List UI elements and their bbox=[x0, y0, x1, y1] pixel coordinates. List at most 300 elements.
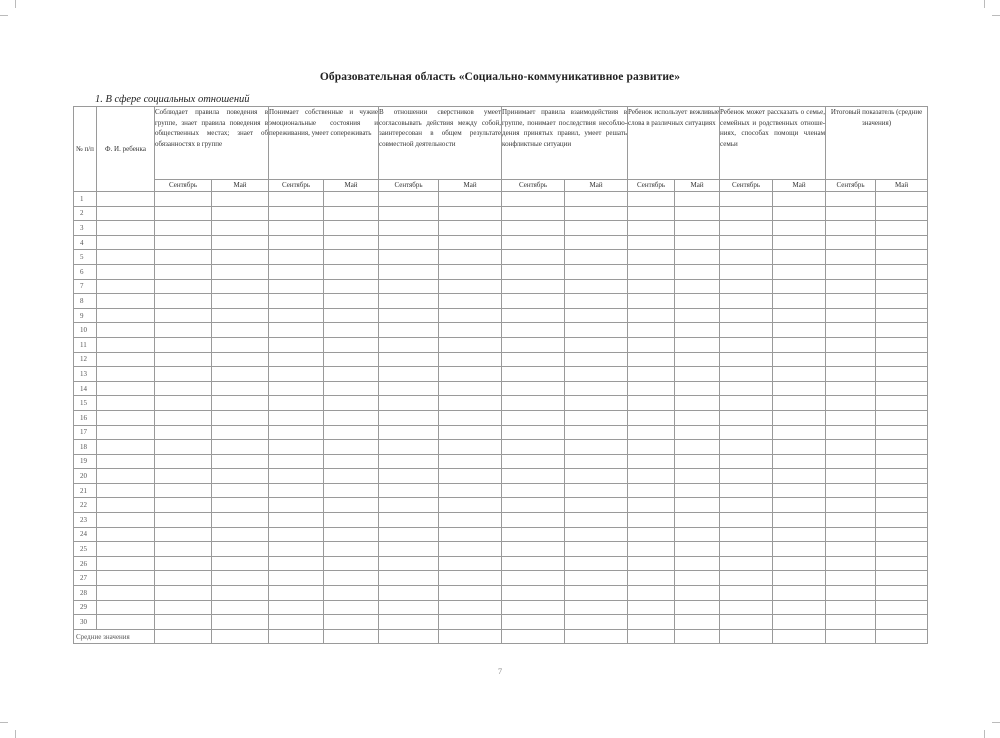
score-cell[interactable] bbox=[155, 352, 212, 367]
score-cell[interactable] bbox=[876, 250, 928, 265]
score-cell[interactable] bbox=[269, 323, 324, 338]
child-name-cell[interactable] bbox=[97, 381, 155, 396]
score-cell[interactable] bbox=[826, 600, 876, 615]
score-cell[interactable] bbox=[212, 352, 269, 367]
score-cell[interactable] bbox=[720, 396, 773, 411]
score-cell[interactable] bbox=[269, 410, 324, 425]
score-cell[interactable] bbox=[876, 352, 928, 367]
score-cell[interactable] bbox=[720, 440, 773, 455]
score-cell[interactable] bbox=[675, 323, 720, 338]
score-cell[interactable] bbox=[826, 192, 876, 207]
score-cell[interactable] bbox=[324, 556, 379, 571]
score-cell[interactable] bbox=[502, 600, 565, 615]
score-cell[interactable] bbox=[439, 396, 502, 411]
score-cell[interactable] bbox=[324, 381, 379, 396]
score-cell[interactable] bbox=[212, 469, 269, 484]
score-cell[interactable] bbox=[324, 586, 379, 601]
score-cell[interactable] bbox=[212, 454, 269, 469]
score-cell[interactable] bbox=[155, 454, 212, 469]
score-cell[interactable] bbox=[876, 279, 928, 294]
average-cell[interactable] bbox=[439, 629, 502, 644]
score-cell[interactable] bbox=[773, 440, 826, 455]
score-cell[interactable] bbox=[324, 192, 379, 207]
score-cell[interactable] bbox=[324, 323, 379, 338]
score-cell[interactable] bbox=[826, 381, 876, 396]
child-name-cell[interactable] bbox=[97, 483, 155, 498]
score-cell[interactable] bbox=[675, 527, 720, 542]
score-cell[interactable] bbox=[269, 454, 324, 469]
score-cell[interactable] bbox=[379, 279, 439, 294]
score-cell[interactable] bbox=[773, 323, 826, 338]
score-cell[interactable] bbox=[720, 235, 773, 250]
score-cell[interactable] bbox=[628, 279, 675, 294]
score-cell[interactable] bbox=[876, 454, 928, 469]
score-cell[interactable] bbox=[212, 367, 269, 382]
score-cell[interactable] bbox=[773, 571, 826, 586]
score-cell[interactable] bbox=[439, 410, 502, 425]
score-cell[interactable] bbox=[324, 352, 379, 367]
score-cell[interactable] bbox=[324, 410, 379, 425]
score-cell[interactable] bbox=[773, 396, 826, 411]
score-cell[interactable] bbox=[155, 556, 212, 571]
child-name-cell[interactable] bbox=[97, 454, 155, 469]
score-cell[interactable] bbox=[155, 586, 212, 601]
score-cell[interactable] bbox=[876, 308, 928, 323]
average-cell[interactable] bbox=[324, 629, 379, 644]
score-cell[interactable] bbox=[876, 600, 928, 615]
score-cell[interactable] bbox=[439, 235, 502, 250]
child-name-cell[interactable] bbox=[97, 352, 155, 367]
child-name-cell[interactable] bbox=[97, 337, 155, 352]
score-cell[interactable] bbox=[439, 192, 502, 207]
score-cell[interactable] bbox=[628, 396, 675, 411]
score-cell[interactable] bbox=[720, 600, 773, 615]
score-cell[interactable] bbox=[773, 483, 826, 498]
score-cell[interactable] bbox=[826, 527, 876, 542]
child-name-cell[interactable] bbox=[97, 308, 155, 323]
score-cell[interactable] bbox=[155, 600, 212, 615]
score-cell[interactable] bbox=[773, 206, 826, 221]
score-cell[interactable] bbox=[379, 308, 439, 323]
score-cell[interactable] bbox=[379, 367, 439, 382]
score-cell[interactable] bbox=[379, 250, 439, 265]
score-cell[interactable] bbox=[826, 469, 876, 484]
score-cell[interactable] bbox=[502, 425, 565, 440]
score-cell[interactable] bbox=[876, 294, 928, 309]
score-cell[interactable] bbox=[269, 469, 324, 484]
score-cell[interactable] bbox=[502, 206, 565, 221]
score-cell[interactable] bbox=[876, 615, 928, 630]
average-cell[interactable] bbox=[565, 629, 628, 644]
score-cell[interactable] bbox=[212, 542, 269, 557]
score-cell[interactable] bbox=[876, 527, 928, 542]
score-cell[interactable] bbox=[628, 192, 675, 207]
score-cell[interactable] bbox=[628, 367, 675, 382]
score-cell[interactable] bbox=[876, 425, 928, 440]
score-cell[interactable] bbox=[720, 206, 773, 221]
score-cell[interactable] bbox=[155, 221, 212, 236]
score-cell[interactable] bbox=[439, 381, 502, 396]
score-cell[interactable] bbox=[628, 454, 675, 469]
score-cell[interactable] bbox=[720, 308, 773, 323]
score-cell[interactable] bbox=[565, 600, 628, 615]
score-cell[interactable] bbox=[675, 279, 720, 294]
score-cell[interactable] bbox=[324, 367, 379, 382]
score-cell[interactable] bbox=[269, 250, 324, 265]
score-cell[interactable] bbox=[324, 542, 379, 557]
score-cell[interactable] bbox=[212, 192, 269, 207]
score-cell[interactable] bbox=[675, 615, 720, 630]
score-cell[interactable] bbox=[826, 454, 876, 469]
score-cell[interactable] bbox=[675, 498, 720, 513]
score-cell[interactable] bbox=[324, 454, 379, 469]
score-cell[interactable] bbox=[628, 206, 675, 221]
score-cell[interactable] bbox=[269, 556, 324, 571]
score-cell[interactable] bbox=[675, 294, 720, 309]
score-cell[interactable] bbox=[628, 440, 675, 455]
score-cell[interactable] bbox=[675, 396, 720, 411]
score-cell[interactable] bbox=[720, 264, 773, 279]
score-cell[interactable] bbox=[720, 615, 773, 630]
average-cell[interactable] bbox=[155, 629, 212, 644]
score-cell[interactable] bbox=[269, 308, 324, 323]
score-cell[interactable] bbox=[212, 513, 269, 528]
score-cell[interactable] bbox=[628, 483, 675, 498]
score-cell[interactable] bbox=[720, 352, 773, 367]
score-cell[interactable] bbox=[269, 235, 324, 250]
score-cell[interactable] bbox=[212, 425, 269, 440]
score-cell[interactable] bbox=[324, 279, 379, 294]
score-cell[interactable] bbox=[269, 221, 324, 236]
score-cell[interactable] bbox=[212, 483, 269, 498]
score-cell[interactable] bbox=[720, 221, 773, 236]
score-cell[interactable] bbox=[876, 264, 928, 279]
score-cell[interactable] bbox=[628, 600, 675, 615]
score-cell[interactable] bbox=[502, 469, 565, 484]
score-cell[interactable] bbox=[826, 483, 876, 498]
score-cell[interactable] bbox=[155, 250, 212, 265]
score-cell[interactable] bbox=[155, 279, 212, 294]
score-cell[interactable] bbox=[773, 556, 826, 571]
score-cell[interactable] bbox=[675, 221, 720, 236]
score-cell[interactable] bbox=[876, 337, 928, 352]
score-cell[interactable] bbox=[565, 352, 628, 367]
score-cell[interactable] bbox=[773, 279, 826, 294]
score-cell[interactable] bbox=[675, 425, 720, 440]
score-cell[interactable] bbox=[155, 308, 212, 323]
score-cell[interactable] bbox=[212, 571, 269, 586]
score-cell[interactable] bbox=[675, 352, 720, 367]
score-cell[interactable] bbox=[720, 381, 773, 396]
score-cell[interactable] bbox=[324, 600, 379, 615]
score-cell[interactable] bbox=[628, 615, 675, 630]
score-cell[interactable] bbox=[269, 586, 324, 601]
score-cell[interactable] bbox=[155, 294, 212, 309]
score-cell[interactable] bbox=[565, 542, 628, 557]
score-cell[interactable] bbox=[720, 498, 773, 513]
score-cell[interactable] bbox=[155, 323, 212, 338]
score-cell[interactable] bbox=[379, 483, 439, 498]
average-cell[interactable] bbox=[773, 629, 826, 644]
score-cell[interactable] bbox=[720, 279, 773, 294]
score-cell[interactable] bbox=[565, 425, 628, 440]
score-cell[interactable] bbox=[502, 323, 565, 338]
score-cell[interactable] bbox=[324, 235, 379, 250]
score-cell[interactable] bbox=[269, 367, 324, 382]
score-cell[interactable] bbox=[324, 396, 379, 411]
score-cell[interactable] bbox=[269, 206, 324, 221]
score-cell[interactable] bbox=[212, 221, 269, 236]
score-cell[interactable] bbox=[675, 367, 720, 382]
score-cell[interactable] bbox=[379, 323, 439, 338]
score-cell[interactable] bbox=[628, 556, 675, 571]
score-cell[interactable] bbox=[826, 367, 876, 382]
score-cell[interactable] bbox=[324, 250, 379, 265]
score-cell[interactable] bbox=[565, 454, 628, 469]
score-cell[interactable] bbox=[379, 440, 439, 455]
score-cell[interactable] bbox=[379, 264, 439, 279]
score-cell[interactable] bbox=[324, 615, 379, 630]
score-cell[interactable] bbox=[826, 542, 876, 557]
score-cell[interactable] bbox=[675, 192, 720, 207]
score-cell[interactable] bbox=[826, 206, 876, 221]
score-cell[interactable] bbox=[773, 527, 826, 542]
score-cell[interactable] bbox=[155, 527, 212, 542]
score-cell[interactable] bbox=[720, 542, 773, 557]
score-cell[interactable] bbox=[876, 323, 928, 338]
score-cell[interactable] bbox=[269, 337, 324, 352]
score-cell[interactable] bbox=[212, 279, 269, 294]
score-cell[interactable] bbox=[212, 323, 269, 338]
score-cell[interactable] bbox=[324, 571, 379, 586]
score-cell[interactable] bbox=[379, 221, 439, 236]
score-cell[interactable] bbox=[269, 294, 324, 309]
score-cell[interactable] bbox=[876, 367, 928, 382]
score-cell[interactable] bbox=[212, 308, 269, 323]
score-cell[interactable] bbox=[379, 206, 439, 221]
score-cell[interactable] bbox=[269, 352, 324, 367]
score-cell[interactable] bbox=[826, 264, 876, 279]
score-cell[interactable] bbox=[675, 206, 720, 221]
score-cell[interactable] bbox=[773, 381, 826, 396]
score-cell[interactable] bbox=[773, 498, 826, 513]
score-cell[interactable] bbox=[379, 396, 439, 411]
score-cell[interactable] bbox=[826, 440, 876, 455]
score-cell[interactable] bbox=[628, 498, 675, 513]
score-cell[interactable] bbox=[379, 192, 439, 207]
score-cell[interactable] bbox=[628, 294, 675, 309]
score-cell[interactable] bbox=[876, 513, 928, 528]
score-cell[interactable] bbox=[502, 527, 565, 542]
score-cell[interactable] bbox=[324, 498, 379, 513]
score-cell[interactable] bbox=[826, 513, 876, 528]
score-cell[interactable] bbox=[502, 454, 565, 469]
score-cell[interactable] bbox=[324, 513, 379, 528]
score-cell[interactable] bbox=[773, 410, 826, 425]
score-cell[interactable] bbox=[826, 235, 876, 250]
score-cell[interactable] bbox=[269, 396, 324, 411]
score-cell[interactable] bbox=[628, 235, 675, 250]
score-cell[interactable] bbox=[324, 483, 379, 498]
score-cell[interactable] bbox=[379, 469, 439, 484]
score-cell[interactable] bbox=[439, 469, 502, 484]
score-cell[interactable] bbox=[439, 279, 502, 294]
score-cell[interactable] bbox=[773, 337, 826, 352]
score-cell[interactable] bbox=[379, 600, 439, 615]
score-cell[interactable] bbox=[439, 571, 502, 586]
score-cell[interactable] bbox=[379, 556, 439, 571]
score-cell[interactable] bbox=[628, 264, 675, 279]
score-cell[interactable] bbox=[155, 206, 212, 221]
score-cell[interactable] bbox=[720, 250, 773, 265]
average-cell[interactable] bbox=[826, 629, 876, 644]
score-cell[interactable] bbox=[439, 615, 502, 630]
score-cell[interactable] bbox=[826, 425, 876, 440]
score-cell[interactable] bbox=[876, 192, 928, 207]
score-cell[interactable] bbox=[439, 483, 502, 498]
score-cell[interactable] bbox=[439, 294, 502, 309]
score-cell[interactable] bbox=[155, 425, 212, 440]
score-cell[interactable] bbox=[155, 498, 212, 513]
score-cell[interactable] bbox=[675, 571, 720, 586]
score-cell[interactable] bbox=[773, 192, 826, 207]
score-cell[interactable] bbox=[565, 206, 628, 221]
score-cell[interactable] bbox=[628, 586, 675, 601]
score-cell[interactable] bbox=[502, 571, 565, 586]
score-cell[interactable] bbox=[675, 542, 720, 557]
score-cell[interactable] bbox=[876, 469, 928, 484]
score-cell[interactable] bbox=[628, 410, 675, 425]
score-cell[interactable] bbox=[720, 513, 773, 528]
score-cell[interactable] bbox=[565, 513, 628, 528]
score-cell[interactable] bbox=[876, 235, 928, 250]
score-cell[interactable] bbox=[628, 221, 675, 236]
score-cell[interactable] bbox=[720, 527, 773, 542]
score-cell[interactable] bbox=[269, 527, 324, 542]
child-name-cell[interactable] bbox=[97, 527, 155, 542]
score-cell[interactable] bbox=[565, 556, 628, 571]
score-cell[interactable] bbox=[675, 586, 720, 601]
score-cell[interactable] bbox=[628, 352, 675, 367]
score-cell[interactable] bbox=[324, 294, 379, 309]
score-cell[interactable] bbox=[502, 381, 565, 396]
score-cell[interactable] bbox=[773, 308, 826, 323]
child-name-cell[interactable] bbox=[97, 586, 155, 601]
score-cell[interactable] bbox=[155, 410, 212, 425]
score-cell[interactable] bbox=[212, 294, 269, 309]
score-cell[interactable] bbox=[502, 352, 565, 367]
score-cell[interactable] bbox=[269, 542, 324, 557]
score-cell[interactable] bbox=[502, 513, 565, 528]
score-cell[interactable] bbox=[565, 440, 628, 455]
score-cell[interactable] bbox=[269, 513, 324, 528]
child-name-cell[interactable] bbox=[97, 469, 155, 484]
score-cell[interactable] bbox=[876, 498, 928, 513]
score-cell[interactable] bbox=[826, 294, 876, 309]
child-name-cell[interactable] bbox=[97, 600, 155, 615]
score-cell[interactable] bbox=[773, 352, 826, 367]
child-name-cell[interactable] bbox=[97, 410, 155, 425]
score-cell[interactable] bbox=[502, 396, 565, 411]
score-cell[interactable] bbox=[439, 323, 502, 338]
score-cell[interactable] bbox=[675, 600, 720, 615]
score-cell[interactable] bbox=[675, 410, 720, 425]
score-cell[interactable] bbox=[565, 221, 628, 236]
child-name-cell[interactable] bbox=[97, 615, 155, 630]
child-name-cell[interactable] bbox=[97, 264, 155, 279]
score-cell[interactable] bbox=[628, 337, 675, 352]
score-cell[interactable] bbox=[628, 323, 675, 338]
score-cell[interactable] bbox=[379, 586, 439, 601]
score-cell[interactable] bbox=[876, 542, 928, 557]
score-cell[interactable] bbox=[155, 396, 212, 411]
child-name-cell[interactable] bbox=[97, 367, 155, 382]
score-cell[interactable] bbox=[565, 323, 628, 338]
child-name-cell[interactable] bbox=[97, 513, 155, 528]
score-cell[interactable] bbox=[826, 221, 876, 236]
score-cell[interactable] bbox=[502, 367, 565, 382]
score-cell[interactable] bbox=[502, 192, 565, 207]
score-cell[interactable] bbox=[155, 615, 212, 630]
score-cell[interactable] bbox=[675, 556, 720, 571]
score-cell[interactable] bbox=[502, 235, 565, 250]
score-cell[interactable] bbox=[565, 294, 628, 309]
score-cell[interactable] bbox=[502, 586, 565, 601]
score-cell[interactable] bbox=[155, 264, 212, 279]
average-cell[interactable] bbox=[675, 629, 720, 644]
average-cell[interactable] bbox=[502, 629, 565, 644]
child-name-cell[interactable] bbox=[97, 235, 155, 250]
score-cell[interactable] bbox=[628, 513, 675, 528]
score-cell[interactable] bbox=[565, 396, 628, 411]
score-cell[interactable] bbox=[439, 367, 502, 382]
score-cell[interactable] bbox=[720, 410, 773, 425]
score-cell[interactable] bbox=[773, 221, 826, 236]
score-cell[interactable] bbox=[720, 483, 773, 498]
score-cell[interactable] bbox=[439, 513, 502, 528]
score-cell[interactable] bbox=[379, 410, 439, 425]
score-cell[interactable] bbox=[876, 396, 928, 411]
score-cell[interactable] bbox=[502, 221, 565, 236]
score-cell[interactable] bbox=[379, 542, 439, 557]
score-cell[interactable] bbox=[720, 294, 773, 309]
score-cell[interactable] bbox=[212, 440, 269, 455]
child-name-cell[interactable] bbox=[97, 294, 155, 309]
score-cell[interactable] bbox=[826, 396, 876, 411]
score-cell[interactable] bbox=[439, 527, 502, 542]
score-cell[interactable] bbox=[773, 367, 826, 382]
score-cell[interactable] bbox=[379, 513, 439, 528]
score-cell[interactable] bbox=[773, 615, 826, 630]
score-cell[interactable] bbox=[565, 469, 628, 484]
score-cell[interactable] bbox=[675, 483, 720, 498]
score-cell[interactable] bbox=[565, 615, 628, 630]
child-name-cell[interactable] bbox=[97, 542, 155, 557]
score-cell[interactable] bbox=[155, 235, 212, 250]
average-cell[interactable] bbox=[269, 629, 324, 644]
score-cell[interactable] bbox=[379, 571, 439, 586]
score-cell[interactable] bbox=[565, 571, 628, 586]
score-cell[interactable] bbox=[628, 381, 675, 396]
child-name-cell[interactable] bbox=[97, 440, 155, 455]
score-cell[interactable] bbox=[212, 556, 269, 571]
score-cell[interactable] bbox=[269, 279, 324, 294]
score-cell[interactable] bbox=[155, 440, 212, 455]
score-cell[interactable] bbox=[628, 571, 675, 586]
score-cell[interactable] bbox=[826, 498, 876, 513]
score-cell[interactable] bbox=[773, 586, 826, 601]
score-cell[interactable] bbox=[269, 600, 324, 615]
